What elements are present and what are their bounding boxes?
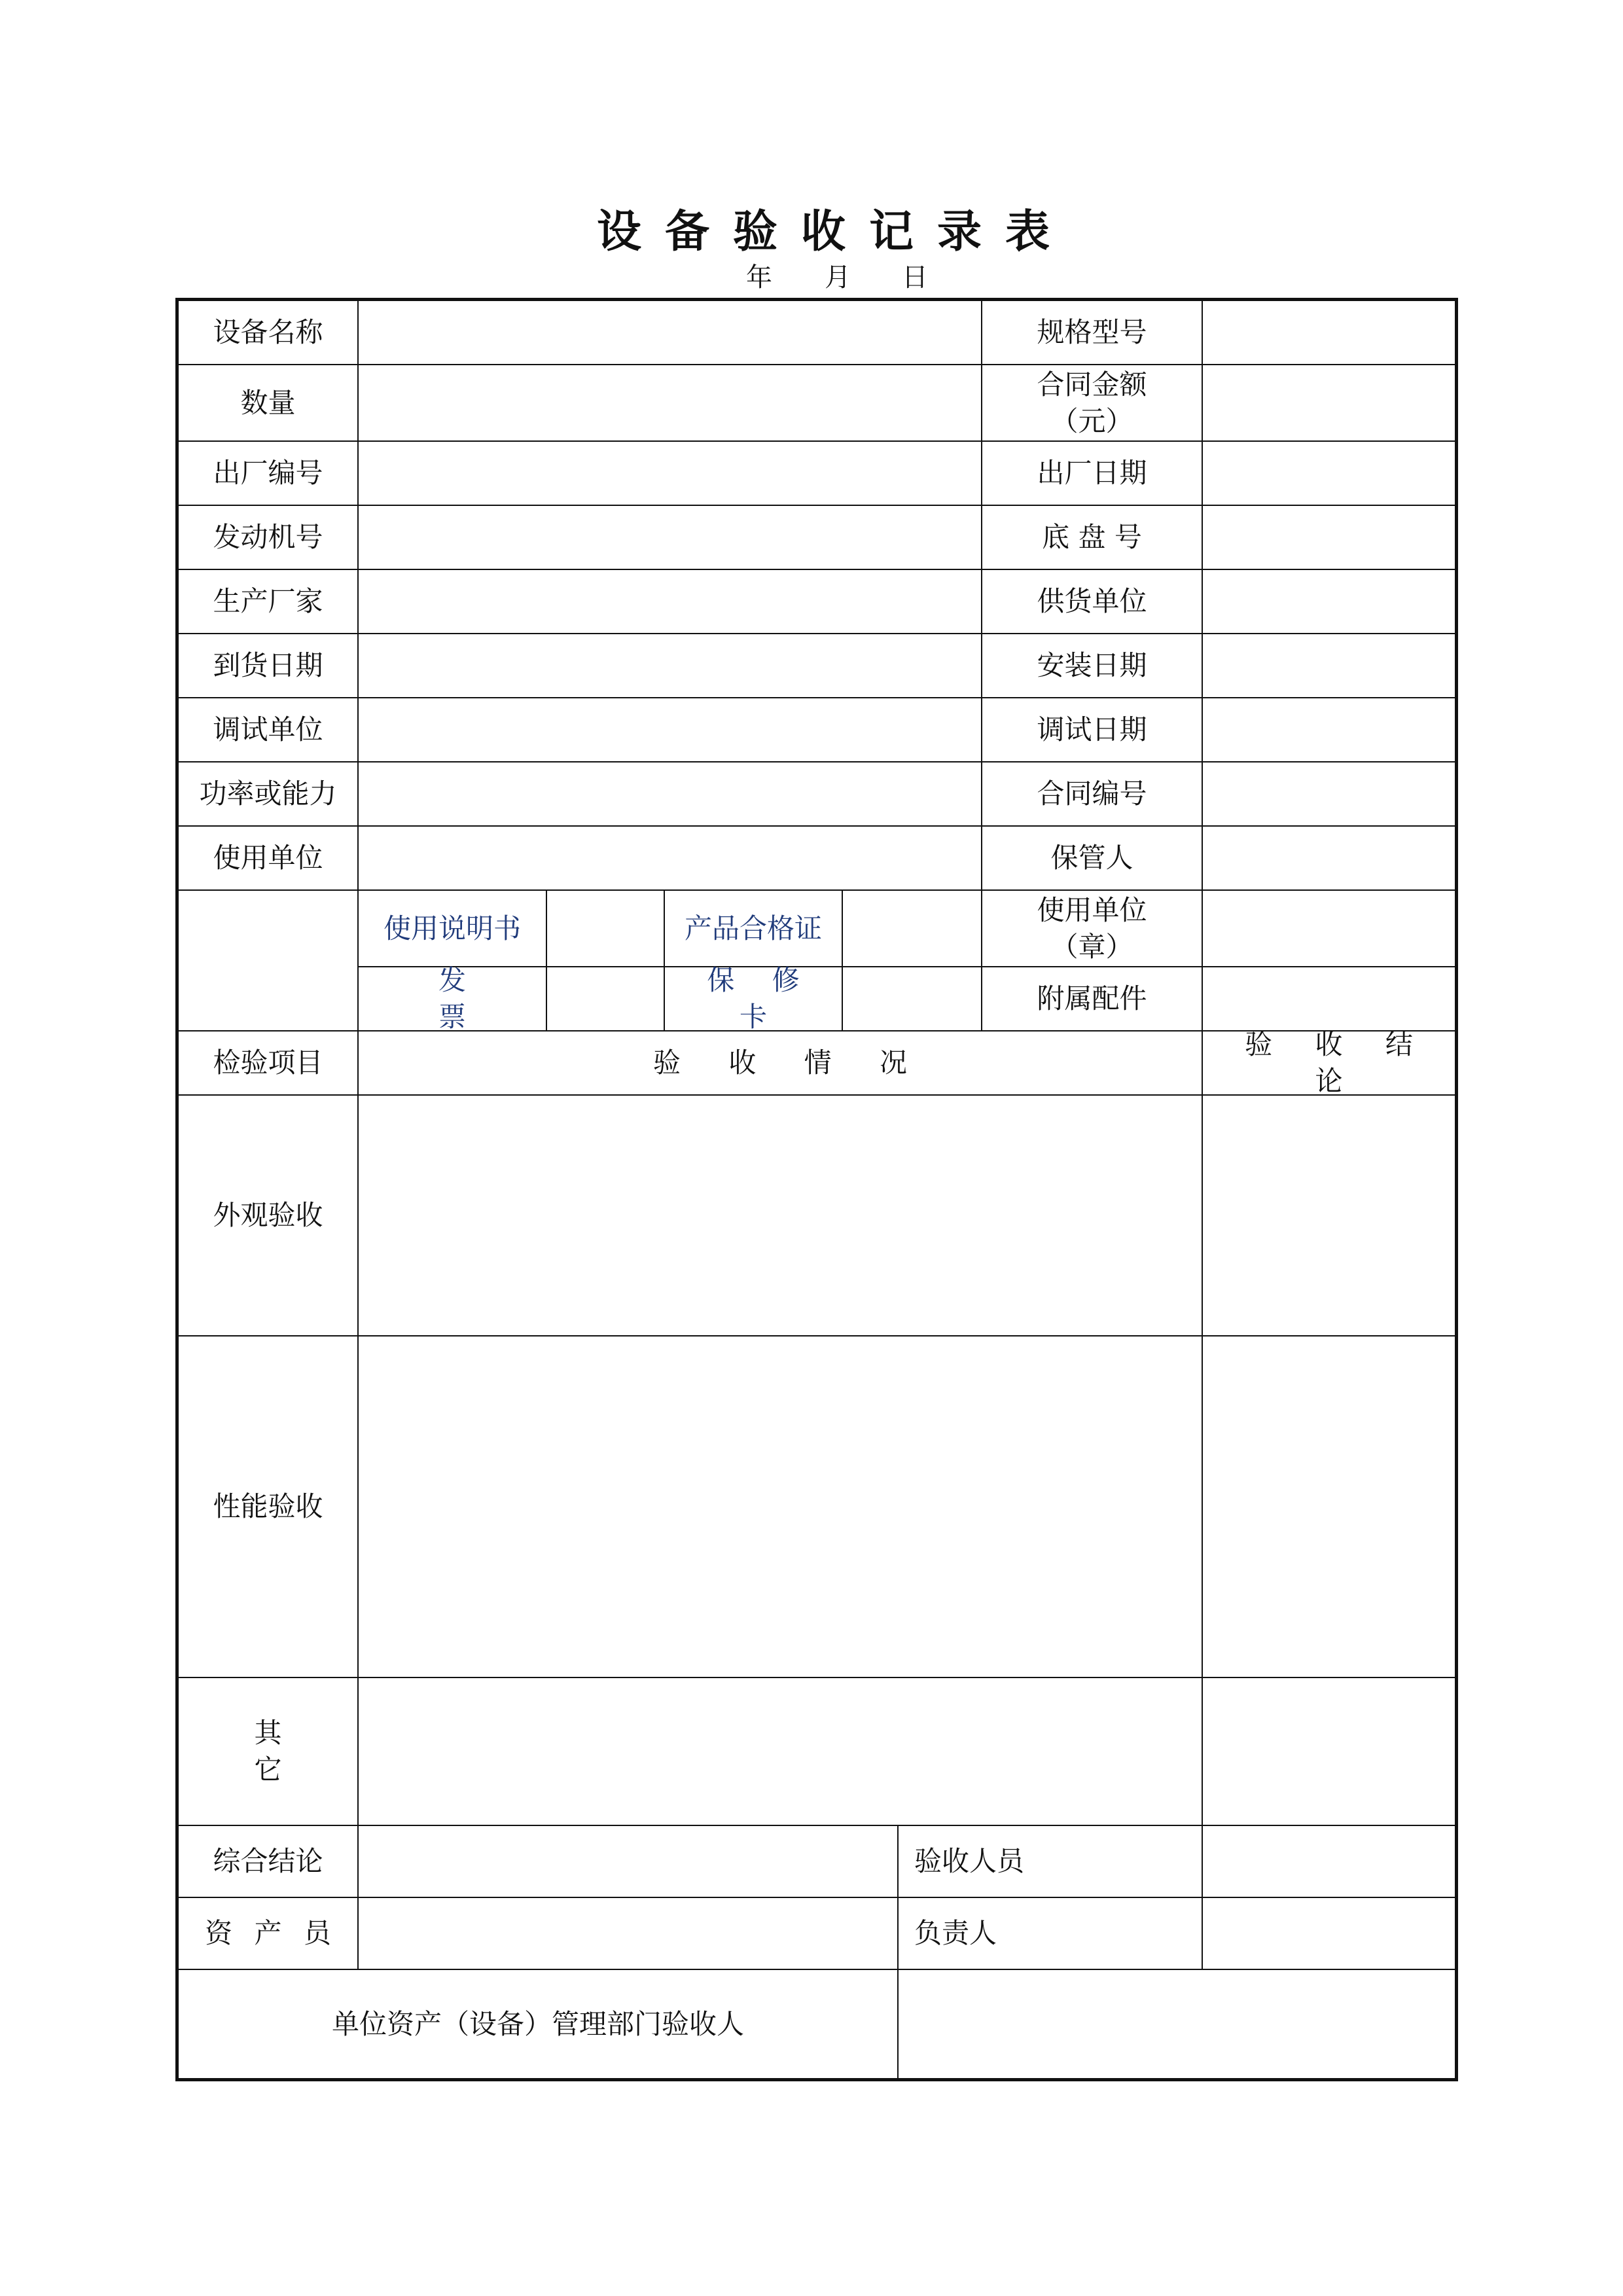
- asset-officer-label: 资 产 员: [179, 1898, 359, 1970]
- dept-acceptor-label: 单位资产（设备）管理部门验收人: [179, 1970, 899, 2078]
- factory-date-label: 出厂日期: [982, 442, 1203, 506]
- debug-unit-label: 调试单位: [179, 698, 359, 762]
- supplier-field[interactable]: [1203, 570, 1455, 634]
- arrival-date-field[interactable]: [359, 634, 982, 698]
- quantity-label: 数量: [179, 365, 359, 442]
- chassis-number-field[interactable]: [1203, 506, 1455, 570]
- factory-date-field[interactable]: [1203, 442, 1455, 506]
- contract-amount-field[interactable]: [1203, 365, 1455, 442]
- user-unit-seal-field[interactable]: [1203, 891, 1455, 967]
- engine-number-field[interactable]: [359, 506, 982, 570]
- install-date-label: 安装日期: [982, 634, 1203, 698]
- appearance-conclusion-field[interactable]: [1203, 1096, 1455, 1336]
- invoice-label: 发 票: [359, 967, 547, 1031]
- manual-check-field[interactable]: [547, 891, 665, 967]
- overall-conclusion-field[interactable]: [359, 1826, 899, 1898]
- other-conclusion-field[interactable]: [1203, 1678, 1455, 1826]
- performance-status-field[interactable]: [359, 1336, 1203, 1678]
- spec-model-label: 规格型号: [982, 301, 1203, 365]
- status-header: 验 收 情 况: [359, 1031, 1203, 1096]
- factory-number-label: 出厂编号: [179, 442, 359, 506]
- dept-acceptor-field[interactable]: [899, 1970, 1455, 2078]
- contract-amount-unit: （元）: [1050, 404, 1133, 437]
- contract-amount-label: [982, 365, 1203, 442]
- appearance-status-field[interactable]: [359, 1096, 1203, 1336]
- debug-date-label: 调试日期: [982, 698, 1203, 762]
- manufacturer-field[interactable]: [359, 570, 982, 634]
- user-unit-field[interactable]: [359, 827, 982, 891]
- acceptance-form-grid: [175, 298, 1458, 2081]
- contract-amount-text: 合同金额: [1037, 368, 1147, 401]
- acceptance-staff-field[interactable]: [1203, 1826, 1455, 1898]
- device-name-label: 设备名称: [179, 301, 359, 365]
- performance-conclusion-field[interactable]: [1203, 1336, 1455, 1678]
- seal-unit-text: （章）: [1050, 930, 1133, 963]
- power-capacity-label: 功率或能力: [179, 762, 359, 827]
- user-unit-seal-text: 使用单位: [1037, 893, 1147, 926]
- person-in-charge-label: 负责人: [899, 1898, 1203, 1970]
- acceptance-staff-label: 验收人员: [899, 1826, 1203, 1898]
- spec-model-field[interactable]: [1203, 301, 1455, 365]
- certificate-label: 产品合格证: [665, 891, 843, 967]
- custodian-field[interactable]: [1203, 827, 1455, 891]
- manufacturer-label: 生产厂家: [179, 570, 359, 634]
- debug-date-field[interactable]: [1203, 698, 1455, 762]
- quantity-field[interactable]: [359, 365, 982, 442]
- other-label: 其 它: [179, 1678, 359, 1826]
- invoice-check-field[interactable]: [547, 967, 665, 1031]
- custodian-label: 保管人: [982, 827, 1203, 891]
- performance-label: 性能验收: [179, 1336, 359, 1678]
- other-status-field[interactable]: [359, 1678, 1203, 1826]
- supplier-label: 供货单位: [982, 570, 1203, 634]
- engine-number-label: 发动机号: [179, 506, 359, 570]
- date-month-label: 月: [825, 262, 851, 293]
- date-year-label: 年: [746, 262, 772, 293]
- date-day-label: 日: [902, 262, 928, 293]
- form-title: 设备验收记录表: [596, 206, 1073, 258]
- asset-officer-field[interactable]: [359, 1898, 899, 1970]
- item-header: 检验项目: [179, 1031, 359, 1096]
- arrival-date-label: 到货日期: [179, 634, 359, 698]
- chassis-number-label: 底 盘 号: [982, 506, 1203, 570]
- install-date-field[interactable]: [1203, 634, 1455, 698]
- power-capacity-field[interactable]: [359, 762, 982, 827]
- warranty-label: 保 修 卡: [665, 967, 843, 1031]
- debug-unit-field[interactable]: [359, 698, 982, 762]
- manual-label: 使用说明书: [359, 891, 547, 967]
- certificate-check-field[interactable]: [843, 891, 982, 967]
- contract-number-label: 合同编号: [982, 762, 1203, 827]
- warranty-check-field[interactable]: [843, 967, 982, 1031]
- appearance-label: 外观验收: [179, 1096, 359, 1336]
- user-unit-label: 使用单位: [179, 827, 359, 891]
- accessories-label: 附属配件: [982, 967, 1203, 1031]
- person-in-charge-field[interactable]: [1203, 1898, 1455, 1970]
- overall-conclusion-label: 综合结论: [179, 1826, 359, 1898]
- device-name-field[interactable]: [359, 301, 982, 365]
- contract-number-field[interactable]: [1203, 762, 1455, 827]
- user-unit-seal-label: [982, 891, 1203, 967]
- accessories-field[interactable]: [1203, 967, 1455, 1031]
- factory-number-field[interactable]: [359, 442, 982, 506]
- attachments-blank-cell: [179, 891, 359, 1031]
- conclusion-header: 验 收 结 论: [1203, 1031, 1455, 1096]
